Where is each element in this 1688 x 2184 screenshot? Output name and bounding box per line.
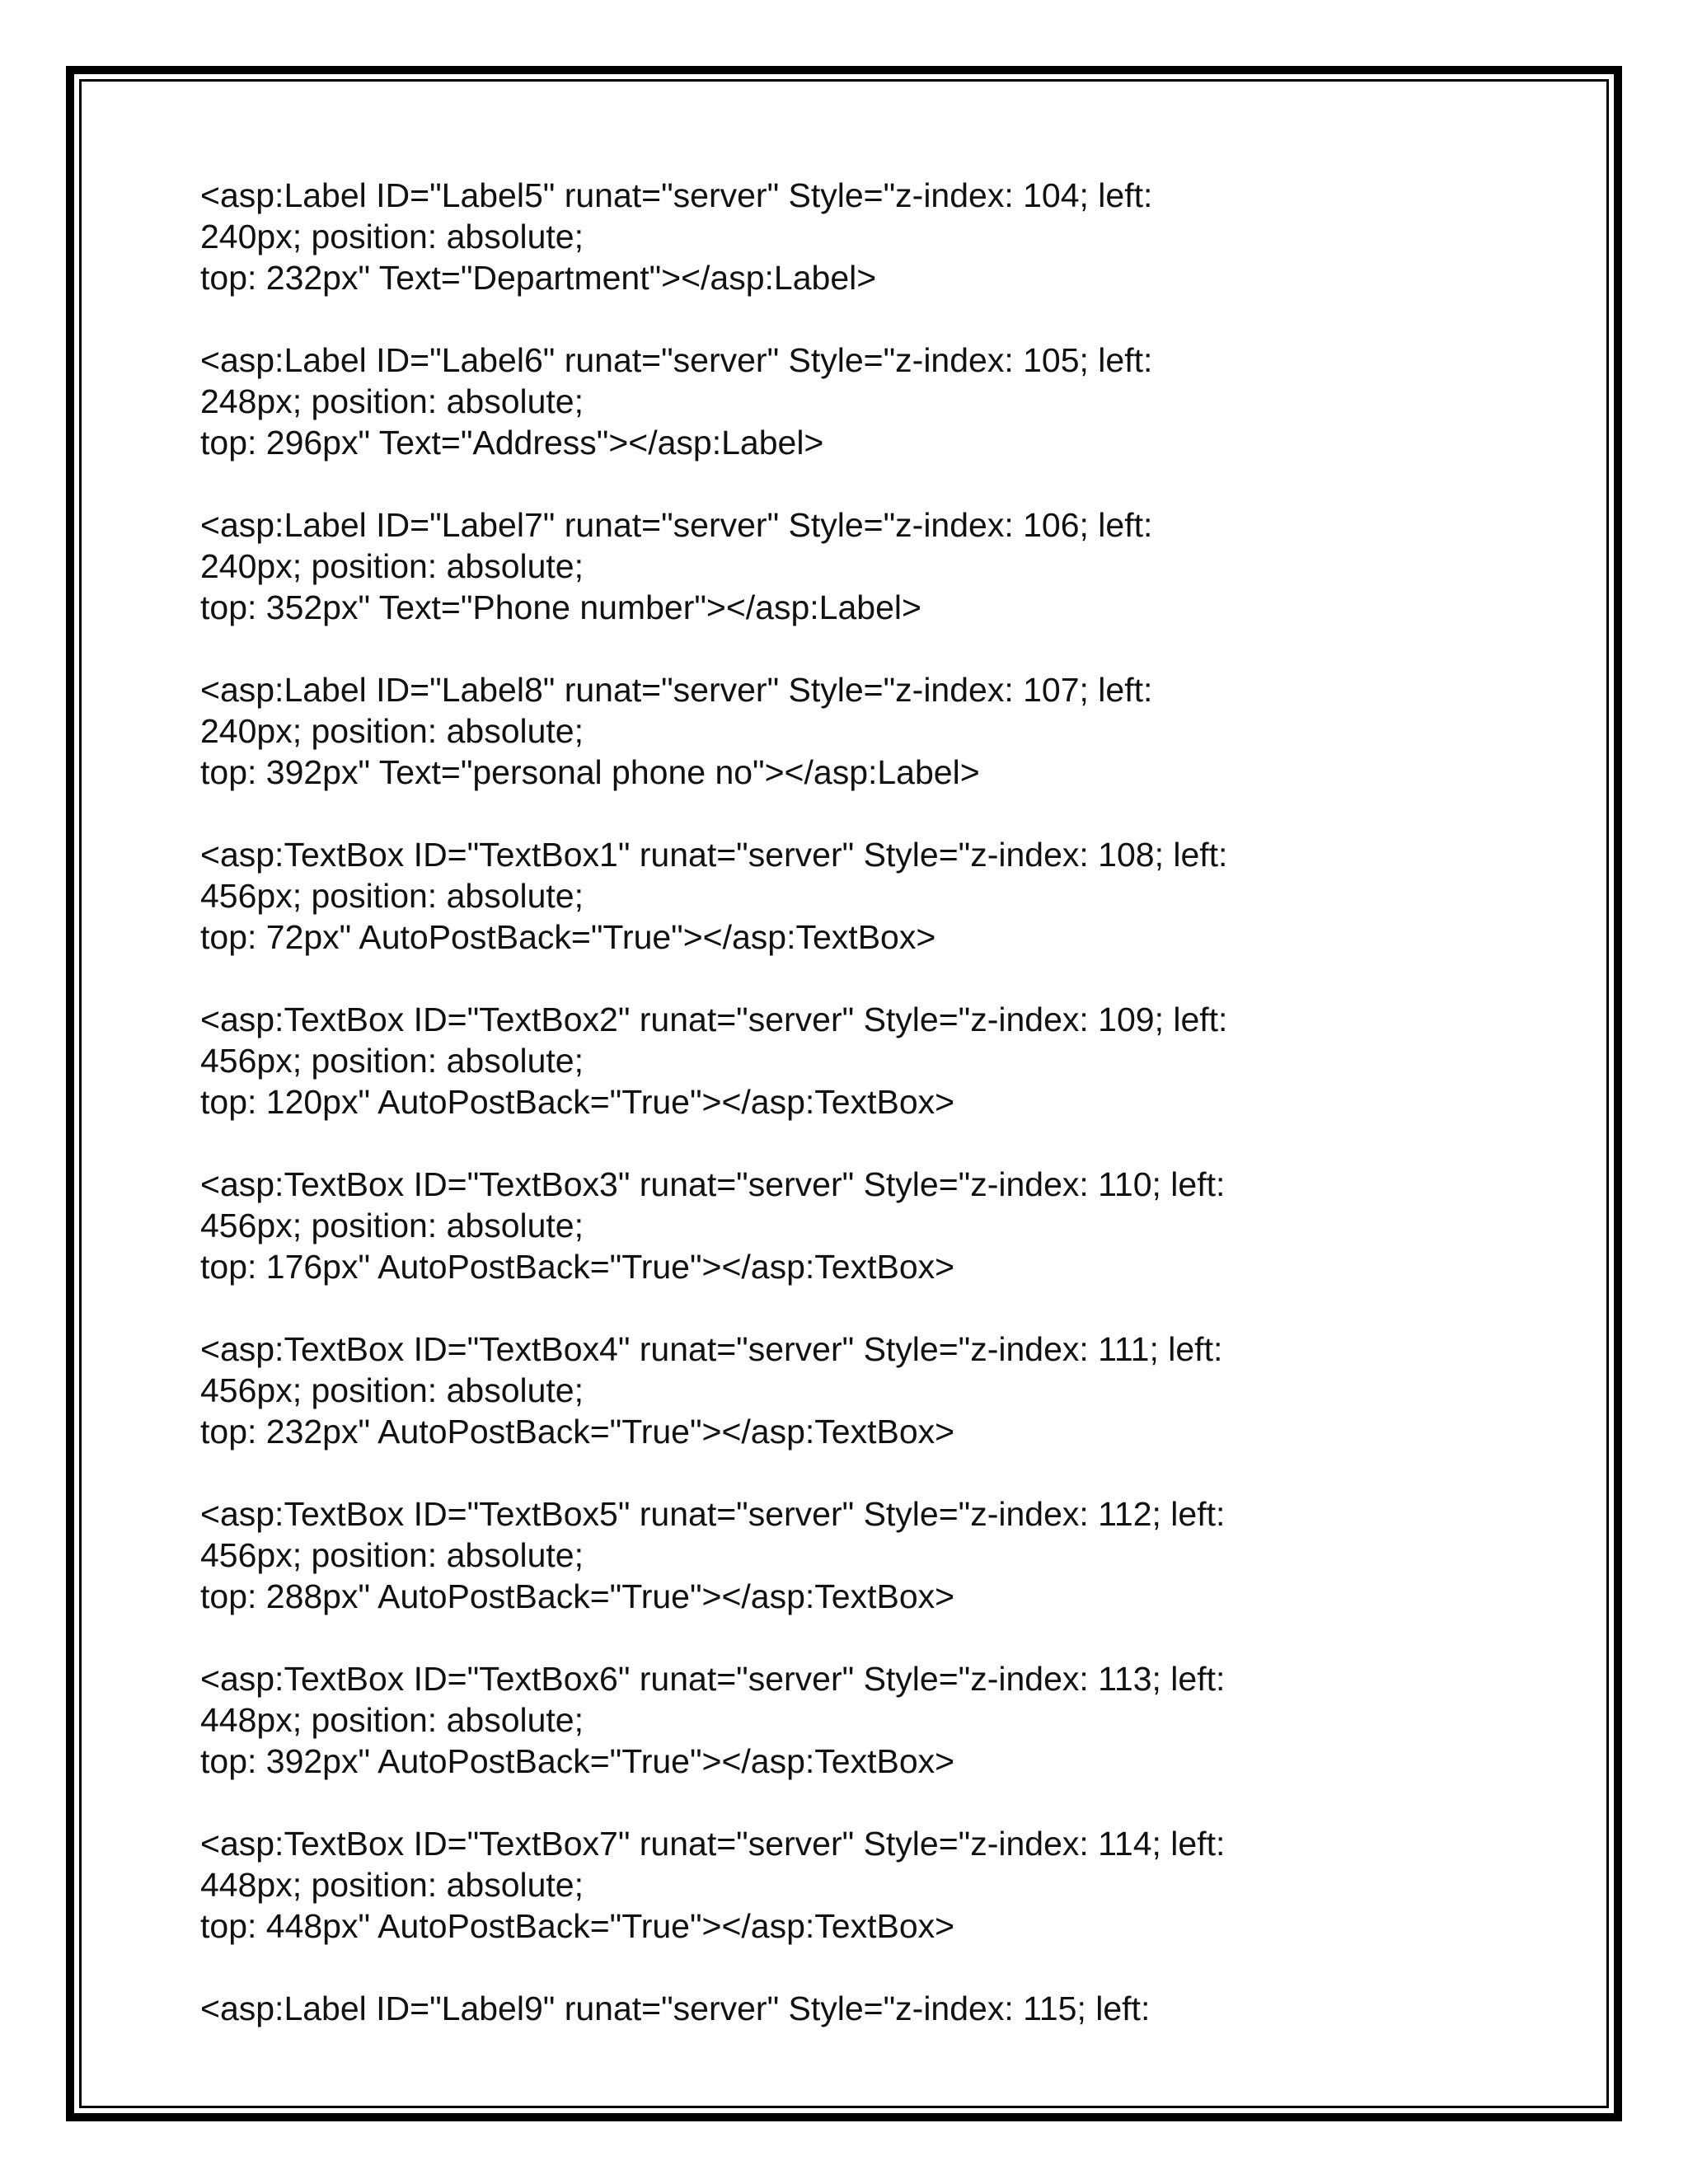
code-line: <asp:TextBox ID="TextBox3" runat="server" Style="z-index: 110; left: xyxy=(200,1165,1226,1203)
code-line: top: 392px" Text="personal phone no"></asp:Label> xyxy=(200,753,980,791)
code-line: <asp:TextBox ID="TextBox5" runat="server" Style="z-index: 112; left: xyxy=(200,1495,1226,1533)
code-line: 456px; position: absolute; xyxy=(200,1536,584,1574)
code-line: 448px; position: absolute; xyxy=(200,1701,584,1739)
code-block-textbox7 xyxy=(200,1823,1560,1947)
code-block-textbox4 xyxy=(200,1329,1560,1452)
code-block-label5 xyxy=(200,175,1560,298)
code-line: <asp:Label ID="Label8" runat="server" Style="z-index: 107; left: xyxy=(200,671,1153,709)
code-line: top: 352px" Text="Phone number"></asp:Label> xyxy=(200,588,921,626)
code-block-textbox1 xyxy=(200,834,1560,958)
code-line: top: 392px" AutoPostBack="True"></asp:TextBox> xyxy=(200,1742,955,1780)
code-line: 456px; position: absolute; xyxy=(200,877,584,915)
code-block-textbox6 xyxy=(200,1658,1560,1782)
code-line: top: 176px" AutoPostBack="True"></asp:TextBox> xyxy=(200,1248,955,1286)
code-line: 456px; position: absolute; xyxy=(200,1207,584,1244)
code-line: 456px; position: absolute; xyxy=(200,1042,584,1080)
code-line: <asp:Label ID="Label6" runat="server" Style="z-index: 105; left: xyxy=(200,341,1153,379)
code-block-textbox2 xyxy=(200,999,1560,1122)
code-block-label8 xyxy=(200,669,1560,793)
code-line: top: 296px" Text="Address"></asp:Label> xyxy=(200,424,824,462)
code-line: <asp:Label ID="Label9" runat="server" Style="z-index: 115; left: xyxy=(200,1990,1151,2027)
code-line: top: 72px" AutoPostBack="True"></asp:TextBox> xyxy=(200,918,936,956)
code-line: 240px; position: absolute; xyxy=(200,218,584,255)
code-line: top: 288px" AutoPostBack="True"></asp:TextBox> xyxy=(200,1577,955,1615)
code-block-label7 xyxy=(200,504,1560,628)
code-line: 456px; position: absolute; xyxy=(200,1371,584,1409)
code-block-textbox3 xyxy=(200,1164,1560,1287)
code-block-label6 xyxy=(200,340,1560,463)
code-block-textbox5 xyxy=(200,1493,1560,1617)
code-block-label9 xyxy=(200,1988,1560,2029)
code-line: <asp:TextBox ID="TextBox4" runat="server" Style="z-index: 111; left: xyxy=(200,1330,1223,1368)
code-line: <asp:TextBox ID="TextBox1" runat="server" Style="z-index: 108; left: xyxy=(200,836,1228,874)
code-line: top: 232px" Text="Department"></asp:Label> xyxy=(200,259,877,297)
code-line: top: 232px" AutoPostBack="True"></asp:TextBox> xyxy=(200,1413,955,1451)
code-line: top: 120px" AutoPostBack="True"></asp:TextBox> xyxy=(200,1083,955,1121)
code-line: <asp:Label ID="Label5" runat="server" Style="z-index: 104; left: xyxy=(200,176,1153,214)
code-line: 240px; position: absolute; xyxy=(200,547,584,585)
code-line: <asp:TextBox ID="TextBox7" runat="server" Style="z-index: 114; left: xyxy=(200,1825,1226,1863)
code-line: <asp:TextBox ID="TextBox2" runat="server" Style="z-index: 109; left: xyxy=(200,1001,1228,1038)
code-line: top: 448px" AutoPostBack="True"></asp:TextBox> xyxy=(200,1907,955,1945)
code-line: 248px; position: absolute; xyxy=(200,382,584,420)
code-listing xyxy=(200,175,1560,2070)
code-line: <asp:Label ID="Label7" runat="server" Style="z-index: 106; left: xyxy=(200,506,1153,544)
code-line: <asp:TextBox ID="TextBox6" runat="server" Style="z-index: 113; left: xyxy=(200,1660,1226,1698)
code-line: 448px; position: absolute; xyxy=(200,1866,584,1904)
code-line: 240px; position: absolute; xyxy=(200,712,584,750)
